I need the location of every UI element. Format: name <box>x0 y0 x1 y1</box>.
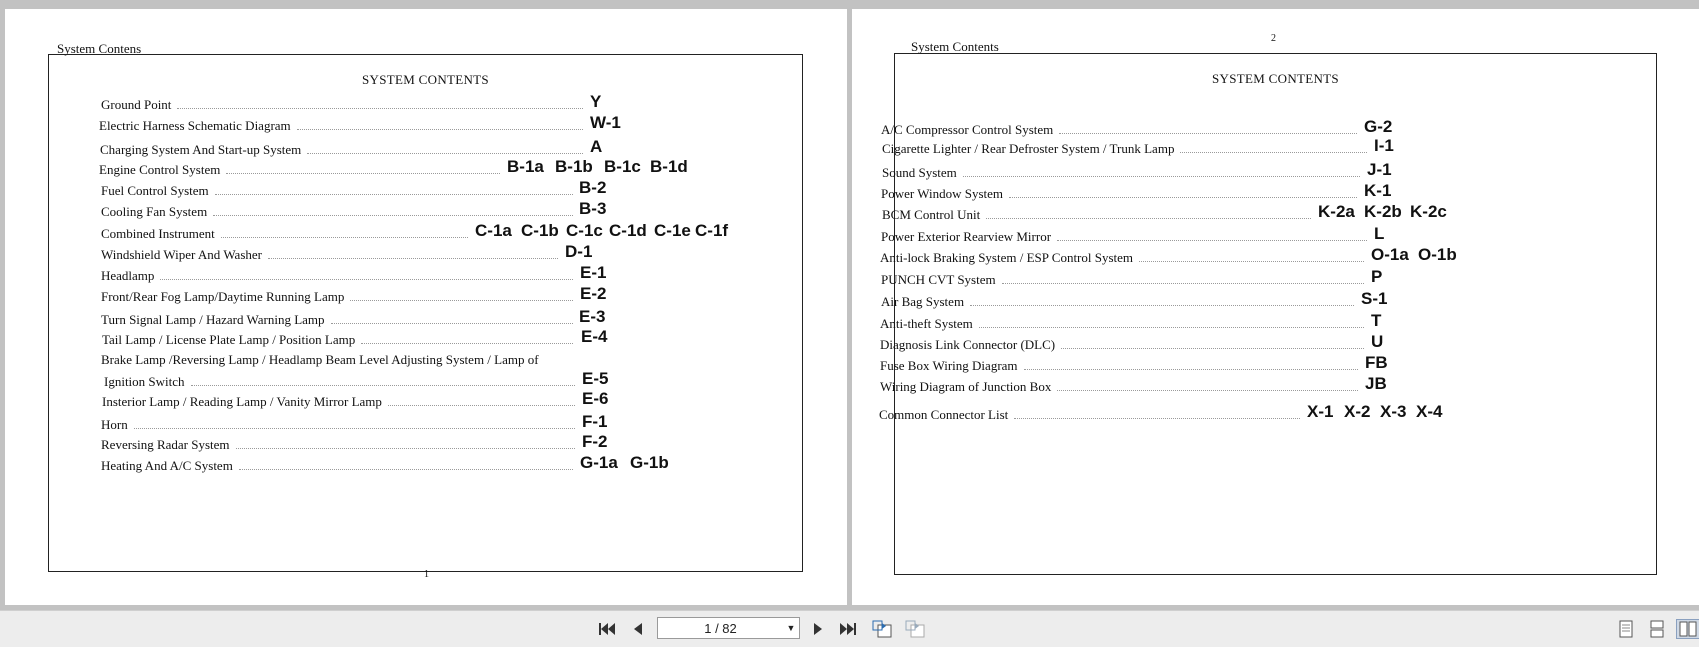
header-page-number: 2 <box>1271 33 1276 44</box>
rotate-icon[interactable] <box>870 619 894 639</box>
section-code: S-1 <box>1361 289 1388 308</box>
contents-entry-label: Fuse Box Wiring Diagram <box>880 358 1018 373</box>
continuous-icon[interactable] <box>1645 619 1669 639</box>
dot-leader <box>388 404 575 406</box>
section-code: F-2 <box>582 432 608 451</box>
section-code: C-1e <box>654 221 691 240</box>
contents-entry-label: Tail Lamp / License Plate Lamp / Position Lamp <box>102 332 356 347</box>
prev-page-icon[interactable] <box>626 619 650 639</box>
section-code: X-1 <box>1307 402 1334 421</box>
contents-entry-label: Air Bag System <box>881 294 965 309</box>
dot-leader <box>297 128 583 130</box>
section-code: W-1 <box>590 113 621 132</box>
dot-leader <box>1057 389 1358 391</box>
contents-entry-label: Windshield Wiper And Washer <box>101 247 262 262</box>
section-code: K-2c <box>1410 202 1447 221</box>
contents-entry <box>881 227 1367 245</box>
contents-entry <box>882 139 1367 157</box>
dot-leader <box>239 468 573 470</box>
section-code: E-3 <box>579 307 606 326</box>
contents-entry-label: Turn Signal Lamp / Hazard Warning Lamp <box>101 312 325 327</box>
dot-leader <box>1002 282 1364 284</box>
dot-leader <box>350 299 573 301</box>
contents-entry-label: Wiring Diagram of Junction Box <box>880 379 1052 394</box>
dot-leader <box>307 152 583 154</box>
contents-entry <box>882 205 1311 223</box>
contents-entry <box>880 314 1364 332</box>
section-code: X-3 <box>1380 402 1407 421</box>
contents-entry <box>101 287 573 305</box>
section-code: E-4 <box>581 327 608 346</box>
dot-leader <box>970 304 1354 306</box>
dot-leader <box>160 278 573 280</box>
contents-entry <box>101 456 573 474</box>
section-code: O-1b <box>1418 245 1457 264</box>
dot-leader <box>177 107 583 109</box>
contents-entry <box>101 95 583 113</box>
dot-leader <box>213 214 573 216</box>
contents-entry-label: Electric Harness Schematic Diagram <box>99 118 291 133</box>
section-code: JB <box>1365 374 1387 393</box>
contents-entry-label: Charging System And Start-up System <box>100 142 302 157</box>
dot-leader <box>134 427 575 429</box>
section-code: P <box>1371 267 1383 286</box>
dot-leader <box>221 236 468 238</box>
contents-entry-label: Headlamp <box>101 268 155 283</box>
document-page-1 <box>5 9 847 605</box>
section-code: J-1 <box>1367 160 1392 179</box>
contents-entry <box>102 330 573 348</box>
viewer-toolbar <box>0 610 1699 647</box>
section-code: U <box>1371 332 1384 351</box>
contents-entry-label: Heating And A/C System <box>101 458 233 473</box>
chevron-down-icon: ▼ <box>786 623 796 633</box>
section-code: C-1c <box>566 221 603 240</box>
contents-entry <box>881 120 1357 138</box>
section-code: G-2 <box>1364 117 1393 136</box>
page-indicator: 1 / 82 <box>704 620 737 636</box>
contents-entry <box>101 245 558 263</box>
contents-entry-label: PUNCH CVT System <box>881 272 996 287</box>
contents-title: SYSTEM CONTENTS <box>362 72 489 87</box>
contents-entry <box>880 335 1364 353</box>
contents-entry-label: Cigarette Lighter / Rear Defroster System / Trunk Lamp <box>882 141 1175 156</box>
dot-leader <box>215 193 573 195</box>
section-code: K-1 <box>1364 181 1392 200</box>
section-code: K-2b <box>1364 202 1402 221</box>
contents-entry-label: Anti-theft System <box>880 316 973 331</box>
contents-entry-label: Combined Instrument <box>101 226 215 241</box>
last-page-icon[interactable] <box>836 619 860 639</box>
dot-leader <box>268 257 558 259</box>
section-code: E-1 <box>580 263 607 282</box>
next-page-icon[interactable] <box>806 619 830 639</box>
section-code: K-2a <box>1318 202 1355 221</box>
section-code: D-1 <box>565 242 593 261</box>
contents-entry-label: Ground Point <box>101 97 172 112</box>
dot-leader <box>986 217 1311 219</box>
contents-entry-label: BCM Control Unit <box>882 207 981 222</box>
dot-leader <box>1014 417 1300 419</box>
contents-entry-label: Power Exterior Rearview Mirror <box>881 229 1052 244</box>
contents-entry <box>100 140 583 158</box>
section-code: X-2 <box>1344 402 1371 421</box>
contents-title: SYSTEM CONTENTS <box>1212 71 1339 86</box>
contents-entry-label: Brake Lamp /Reversing Lamp / Headlamp Beam Level Adjusting System / Lamp of <box>101 352 539 367</box>
section-code: A <box>590 137 603 156</box>
contents-entry <box>102 392 575 410</box>
dot-leader <box>236 447 575 449</box>
dot-leader <box>1139 260 1364 262</box>
dot-leader <box>963 175 1360 177</box>
dot-leader <box>979 326 1364 328</box>
section-code: G-1a <box>580 453 618 472</box>
section-code: X-4 <box>1416 402 1443 421</box>
contents-entry-label: Sound System <box>882 165 957 180</box>
contents-entry <box>881 270 1364 288</box>
dot-leader <box>1024 368 1358 370</box>
dot-leader <box>226 172 500 174</box>
contents-entry <box>99 116 583 134</box>
contents-entry-label: Reversing Radar System <box>101 437 230 452</box>
dot-leader <box>1009 196 1357 198</box>
contents-entry-label: Insterior Lamp / Reading Lamp / Vanity Mirror Lamp <box>102 394 382 409</box>
contents-entry-label: Fuel Control System <box>101 183 209 198</box>
dot-leader <box>1061 347 1364 349</box>
contents-entry-label: Cooling Fan System <box>101 204 208 219</box>
contents-entry-label: Common Connector List <box>879 407 1009 422</box>
contents-entry <box>880 356 1358 374</box>
section-code: B-1c <box>604 157 641 176</box>
section-code: L <box>1374 224 1385 243</box>
contents-entry <box>99 160 500 178</box>
dot-leader <box>1180 151 1367 153</box>
section-code: B-1b <box>555 157 593 176</box>
dot-leader <box>191 384 575 386</box>
dot-leader <box>1057 239 1367 241</box>
first-page-icon[interactable] <box>595 619 619 639</box>
section-code: E-5 <box>582 369 609 388</box>
section-code: FB <box>1365 353 1388 372</box>
dot-leader <box>331 322 573 324</box>
dot-leader <box>361 342 573 344</box>
section-code: T <box>1371 311 1382 330</box>
section-code: E-6 <box>582 389 609 408</box>
section-code: C-1d <box>609 221 647 240</box>
section-code: O-1a <box>1371 245 1409 264</box>
contents-entry <box>101 415 575 433</box>
contents-entry-label: Diagnosis Link Connector (DLC) <box>880 337 1056 352</box>
contents-entry-label: Engine Control System <box>99 162 221 177</box>
page-number-select[interactable] <box>657 617 800 639</box>
single-page-icon[interactable] <box>1614 619 1638 639</box>
contents-entry <box>101 435 575 453</box>
section-code: E-2 <box>580 284 607 303</box>
section-code: G-1b <box>630 453 669 472</box>
contents-entry-label: A/C Compressor Control System <box>881 122 1054 137</box>
section-code: C-1a <box>475 221 512 240</box>
section-code: F-1 <box>582 412 608 431</box>
section-code: B-1d <box>650 157 688 176</box>
dot-leader <box>1059 132 1357 134</box>
contents-entry <box>879 405 1300 423</box>
contents-entry <box>101 224 468 242</box>
section-code: B-1a <box>507 157 544 176</box>
contents-entry <box>101 202 573 220</box>
contents-entry <box>880 377 1358 395</box>
contents-entry <box>104 372 575 390</box>
contents-entry-label: Power Window System <box>881 186 1004 201</box>
section-code: C-1b <box>521 221 559 240</box>
contents-entry <box>882 163 1360 181</box>
contents-entry-label: Horn <box>101 417 128 432</box>
contents-entry <box>880 248 1364 266</box>
running-head: System Contens <box>57 41 142 56</box>
contents-entry-label: Ignition Switch <box>104 374 185 389</box>
section-code: B-3 <box>579 199 607 218</box>
contents-entry <box>101 266 573 284</box>
fit-icon[interactable] <box>903 619 927 639</box>
document-page-2 <box>852 9 1699 605</box>
section-code: Y <box>590 92 602 111</box>
page-number: 1 <box>424 569 429 580</box>
contents-entry <box>881 292 1354 310</box>
section-code: C-1f <box>695 221 729 240</box>
running-head: System Contents <box>911 39 999 54</box>
contents-entry <box>101 310 573 328</box>
two-page-icon[interactable] <box>1676 619 1699 639</box>
contents-entry <box>101 181 573 199</box>
section-code: B-2 <box>579 178 607 197</box>
contents-entry-label: Front/Rear Fog Lamp/Daytime Running Lamp <box>101 289 345 304</box>
section-code: I-1 <box>1374 136 1394 155</box>
contents-entry-label: Anti-lock Braking System / ESP Control System <box>880 250 1134 265</box>
contents-entry <box>881 184 1357 202</box>
